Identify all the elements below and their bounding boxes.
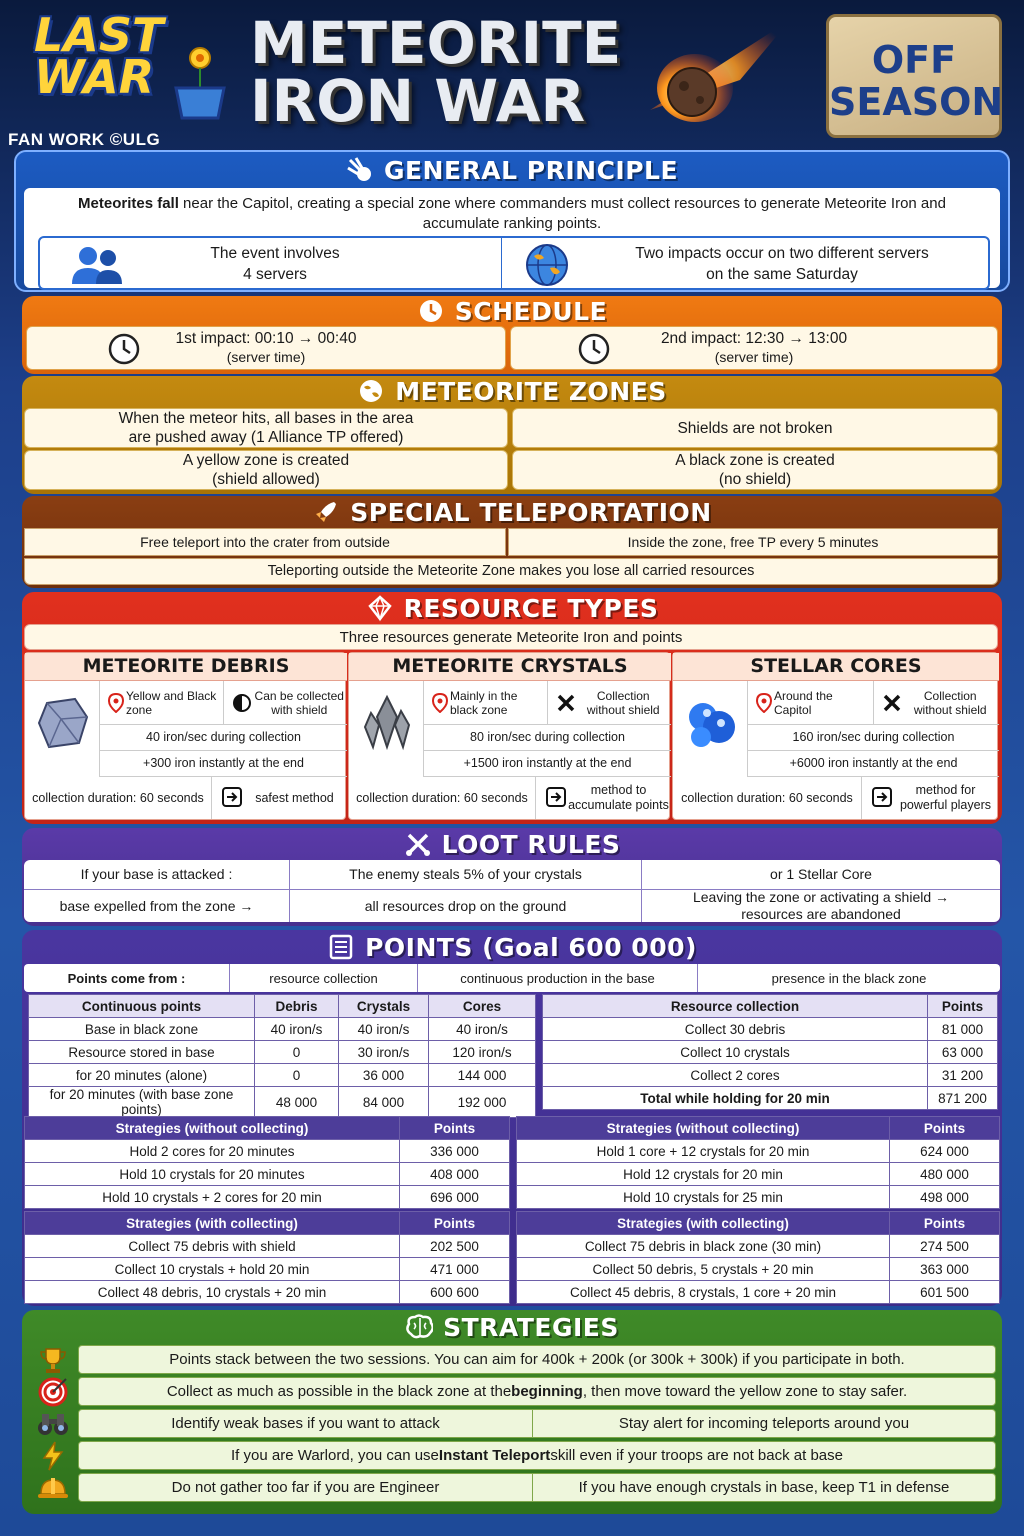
resource-shield-rule: Can be collected with shield (254, 689, 344, 717)
list-icon (327, 933, 355, 961)
binoculars-icon (28, 1408, 78, 1439)
table-cell: 601 500 (890, 1281, 1000, 1304)
table-header-row (29, 995, 536, 1018)
table-cell: Collect 50 debris, 5 crystals + 20 min (517, 1258, 890, 1281)
loot-resources-drop: all resources drop on the ground (290, 890, 642, 922)
table-row (25, 1258, 510, 1281)
points-come-from-label: Points come from : (24, 964, 230, 992)
table-header-row (517, 1212, 1000, 1235)
table-header-cell: Points (400, 1212, 510, 1235)
stellar-core-icon (679, 691, 743, 755)
strategy-stacking-text: Points stack between the two sessions. You can aim for 400k + 200k (or 300k + 300k) if you participate in both. (78, 1345, 996, 1374)
globe-icon (357, 377, 385, 405)
resource-name: STELLAR CORES (673, 653, 999, 681)
resource-rate: 40 iron/sec during collection (99, 725, 347, 751)
clock-icon (577, 332, 611, 366)
strategy-row-warlord (28, 1440, 996, 1471)
season-badge: OFF SEASON (826, 14, 1002, 138)
table-row (25, 1235, 510, 1258)
table-row (25, 1140, 510, 1163)
special-teleportation-section (22, 496, 1002, 588)
strategy-row-black-zone (28, 1376, 996, 1407)
table-cell: 202 500 (400, 1235, 510, 1258)
shield-icon (232, 693, 252, 713)
table-header-cell: Strategies (without collecting) (517, 1117, 890, 1140)
meteorite-zones-section (22, 376, 1002, 494)
title-line1: METEORITE (250, 9, 622, 77)
strategy-t1-defense: If you have enough crystals in base, keep T1 in defense (578, 1479, 950, 1496)
loot-leaving-zone: Leaving the zone or activating a shield → resources are abandoned (692, 889, 950, 922)
title-line2: IRON WAR (250, 67, 586, 135)
loot-rules-grid (24, 860, 1000, 922)
table-header-cell: Resource collection (543, 995, 928, 1018)
location-pin-icon (756, 693, 772, 713)
logo-line2: WAR (34, 50, 155, 104)
second-impact: 2nd impact: 12:30 → 13:00 (server time) (510, 326, 998, 370)
special-teleportation-title: SPECIAL TELEPORTATION (350, 497, 712, 527)
logo-line1: LAST (34, 8, 164, 62)
table-cell: for 20 minutes (with base zone points) (29, 1087, 255, 1118)
table-header-cell: Points (890, 1117, 1000, 1140)
strategies-section (22, 1310, 1002, 1514)
resource-instant: +6000 iron instantly at the end (747, 751, 999, 777)
points-source-production: continuous production in the base (418, 964, 698, 992)
resource-shield-rule: Collection without shield (913, 689, 987, 717)
first-impact: 1st impact: 00:10 → 00:40 (server time) (26, 326, 506, 370)
table-cell: 408 000 (400, 1163, 510, 1186)
no-shield-icon (882, 693, 902, 713)
table-cell: 0 (255, 1041, 339, 1064)
strategy-engineer: Do not gather too far if you are Engineer (79, 1474, 533, 1501)
resource-location: Around the Capitol (774, 689, 833, 717)
points-section (22, 930, 1002, 1306)
resource-column-3 (672, 652, 998, 820)
table-header-cell: Strategies (without collecting) (25, 1117, 400, 1140)
table-row (543, 1041, 998, 1064)
resource-rate: 80 iron/sec during collection (423, 725, 671, 751)
table-cell: 274 500 (890, 1235, 1000, 1258)
table-cell: 696 000 (400, 1186, 510, 1209)
resource-duration: collection duration: 60 seconds (673, 777, 862, 819)
resource-name: METEORITE CRYSTALS (349, 653, 671, 681)
table-cell: Collect 10 crystals (543, 1041, 928, 1064)
table-row (517, 1258, 1000, 1281)
resource-shield-rule: Collection without shield (586, 689, 660, 717)
table-cell: Hold 10 crystals for 20 minutes (25, 1163, 400, 1186)
points-source-black-zone: presence in the black zone (771, 970, 927, 986)
table-cell: Hold 10 crystals + 2 cores for 20 min (25, 1186, 400, 1209)
game-logo (20, 8, 220, 134)
lightning-icon (28, 1440, 78, 1471)
location-pin-icon (432, 693, 448, 713)
page-title (250, 9, 622, 135)
loot-rules-section (22, 828, 1002, 926)
table-cell: 40 iron/s (339, 1018, 429, 1041)
table-header-cell: Points (928, 995, 998, 1018)
table-cell: 48 000 (255, 1087, 339, 1118)
table-cell: 471 000 (400, 1258, 510, 1281)
meteorite-zones-title: METEORITE ZONES (395, 376, 667, 406)
strategy-row-stacking (28, 1344, 996, 1375)
table-cell: 40 iron/s (429, 1018, 536, 1041)
table-cell: Collect 10 crystals + hold 20 min (25, 1258, 400, 1281)
table-cell: Base in black zone (29, 1018, 255, 1041)
globe-icon (524, 242, 570, 288)
table-row (29, 1041, 536, 1064)
fan-work-credit: FAN WORK ©ULG (8, 130, 161, 149)
table-row (543, 1064, 998, 1087)
resource-instant: +1500 iron instantly at the end (423, 751, 671, 777)
teleport-inside-zone: Inside the zone, free TP every 5 minutes (508, 528, 998, 556)
table-header-row (25, 1117, 510, 1140)
crossed-swords-icon (404, 830, 432, 858)
strategies-without-collecting-left (24, 1116, 510, 1209)
loot-enemy-steals: The enemy steals 5% of your crystals (290, 860, 642, 890)
resource-method-note: method for powerful players (899, 783, 991, 812)
location-pin-icon (108, 693, 124, 713)
general-intro: Meteorites fall near the Capitol, creating a special zone where commanders must collect resources to generate Meteorite Iron and accumulate ranking points. (78, 195, 946, 232)
loot-stellar-core: or 1 Stellar Core (642, 860, 1000, 890)
table-row (543, 1018, 998, 1041)
table-header-row (543, 995, 998, 1018)
table-cell: Hold 12 crystals for 20 min (517, 1163, 890, 1186)
impacts-line2: on the same Saturday (706, 266, 858, 283)
arrow-box-icon (222, 787, 242, 807)
resource-method-note: method to accumulate points (568, 783, 669, 812)
table-header-cell: Continuous points (29, 995, 255, 1018)
resource-location: Mainly in the black zone (450, 689, 518, 717)
strategies-without-collecting-right (516, 1116, 1000, 1209)
resource-location: Yellow and Black zone (126, 689, 217, 717)
table-cell: Total while holding for 20 min (543, 1087, 928, 1110)
table-header-cell: Points (890, 1212, 1000, 1235)
table-cell: Collect 45 debris, 8 crystals, 1 core + 20 min (517, 1281, 890, 1304)
table-cell: 600 600 (400, 1281, 510, 1304)
teleport-into-crater: Free teleport into the crater from outside (24, 528, 506, 556)
crystal-icon (366, 594, 394, 622)
table-cell: 81 000 (928, 1018, 998, 1041)
table-cell: Collect 30 debris (543, 1018, 928, 1041)
teleport-outside-warning: Teleporting outside the Meteorite Zone makes you lose all carried resources (24, 558, 998, 585)
strategies-with-collecting-left (24, 1211, 510, 1304)
table-cell: Collect 75 debris in black zone (30 min) (517, 1235, 890, 1258)
target-icon (28, 1376, 78, 1407)
resource-instant: +300 iron instantly at the end (99, 751, 347, 777)
table-header-row (25, 1212, 510, 1235)
strategies-title: STRATEGIES (443, 1312, 619, 1342)
trophy-icon (28, 1344, 78, 1375)
first-impact-time: 1st impact: 00:10 → 00:40 (175, 330, 357, 347)
table-cell: Resource stored in base (29, 1041, 255, 1064)
table-row (29, 1064, 536, 1087)
table-row (25, 1281, 510, 1304)
resource-duration: collection duration: 60 seconds (25, 777, 212, 819)
continuous-points-table (28, 994, 536, 1118)
strategy-stay-alert: Stay alert for incoming teleports around you (618, 1415, 910, 1432)
table-cell: 871 200 (928, 1087, 998, 1110)
table-header-cell: Debris (255, 995, 339, 1018)
table-header-row (517, 1117, 1000, 1140)
general-principle-title: GENERAL PRINCIPLE (383, 155, 679, 185)
table-row (25, 1186, 510, 1209)
general-principle-section (14, 150, 1010, 292)
table-cell: Collect 2 cores (543, 1064, 928, 1087)
clock-icon (417, 297, 445, 325)
table-header-cell: Strategies (with collecting) (517, 1212, 890, 1235)
table-cell: 192 000 (429, 1087, 536, 1118)
brain-icon (405, 1313, 433, 1341)
debris-icon (31, 691, 95, 755)
arrow-box-icon (546, 787, 566, 807)
strategy-row-scouting (28, 1408, 996, 1439)
general-facts (38, 236, 990, 290)
resource-intro: Three resources generate Meteorite Iron and points (24, 624, 998, 650)
table-cell: Hold 1 core + 12 crystals for 20 min (517, 1140, 890, 1163)
loot-if-attacked: If your base is attacked : (24, 860, 290, 890)
resource-column-2 (348, 652, 670, 820)
no-shield-icon (556, 693, 576, 713)
second-impact-time: 2nd impact: 12:30 → 13:00 (660, 330, 848, 347)
strategies-with-collecting-right (516, 1211, 1000, 1304)
crystals-icon (355, 691, 419, 755)
table-cell: 31 200 (928, 1064, 998, 1087)
arrow-box-icon (872, 787, 892, 807)
table-cell: Collect 48 debris, 10 crystals + 20 min (25, 1281, 400, 1304)
points-source-collection: resource collection (230, 964, 418, 992)
clock-icon (107, 332, 141, 366)
flower-pot-icon (170, 44, 230, 124)
table-header-cell: Crystals (339, 995, 429, 1018)
users-icon (68, 244, 128, 286)
table-cell: 84 000 (339, 1087, 429, 1118)
loot-base-expelled: base expelled from the zone → (24, 890, 290, 922)
table-cell: Hold 10 crystals for 25 min (517, 1186, 890, 1209)
strategy-warlord-text: If you are Warlord, you can use Instant Teleport skill even if your troops are not back at base (78, 1441, 996, 1470)
table-header-cell: Cores (429, 995, 536, 1018)
table-cell: 36 000 (339, 1064, 429, 1087)
table-header-cell: Points (400, 1117, 510, 1140)
table-cell: 30 iron/s (339, 1041, 429, 1064)
table-cell: 144 000 (429, 1064, 536, 1087)
table-cell: Collect 75 debris with shield (25, 1235, 400, 1258)
table-cell: 40 iron/s (255, 1018, 339, 1041)
strategy-weak-bases: Identify weak bases if you want to attack (79, 1410, 533, 1437)
resource-method-note: safest method (255, 790, 334, 805)
hard-hat-icon (28, 1472, 78, 1503)
resource-name: METEORITE DEBRIS (25, 653, 347, 681)
resource-collection-table (542, 994, 998, 1110)
schedule-section (22, 296, 1002, 374)
resource-types-title: RESOURCE TYPES (403, 593, 659, 623)
table-cell: 624 000 (890, 1140, 1000, 1163)
loot-rules-title: LOOT RULES (441, 829, 621, 859)
table-row (517, 1281, 1000, 1304)
table-cell: 0 (255, 1064, 339, 1087)
black-zone: A black zone is created (no shield) (512, 450, 998, 490)
table-row (29, 1018, 536, 1041)
resource-types-section (22, 592, 1002, 824)
table-cell: for 20 minutes (alone) (29, 1064, 255, 1087)
general-principle-card (24, 188, 1000, 288)
zone-push: When the meteor hits, all bases in the area are pushed away (1 Alliance TP offered) (24, 408, 508, 448)
table-row (29, 1087, 536, 1118)
table-cell: 498 000 (890, 1186, 1000, 1209)
yellow-zone: A yellow zone is created (shield allowed) (24, 450, 508, 490)
table-row (517, 1235, 1000, 1258)
meteor-icon (640, 20, 790, 130)
strategy-black-zone-text: Collect as much as possible in the black zone at the beginning , then move toward the yellow zone to stay safer. (78, 1377, 996, 1406)
table-cell: 363 000 (890, 1258, 1000, 1281)
schedule-title: SCHEDULE (454, 296, 608, 326)
table-cell: 120 iron/s (429, 1041, 536, 1064)
impacts-line1: Two impacts occur on two different servers (635, 245, 929, 262)
table-row (517, 1186, 1000, 1209)
table-cell: 480 000 (890, 1163, 1000, 1186)
table-header-cell: Strategies (with collecting) (25, 1212, 400, 1235)
resource-duration: collection duration: 60 seconds (349, 777, 536, 819)
comet-icon (346, 156, 374, 184)
table-cell: Hold 2 cores for 20 minutes (25, 1140, 400, 1163)
points-title: POINTS (Goal 600 000) (365, 932, 697, 962)
table-row (517, 1163, 1000, 1186)
table-row (543, 1087, 998, 1110)
table-row (25, 1163, 510, 1186)
resource-column-1 (24, 652, 346, 820)
servers-line2: 4 servers (243, 266, 307, 283)
table-cell: 63 000 (928, 1041, 998, 1064)
page-header (0, 0, 1024, 150)
table-cell: 336 000 (400, 1140, 510, 1163)
points-sources (24, 964, 1000, 992)
table-row (517, 1140, 1000, 1163)
rocket-icon (312, 498, 340, 526)
zone-shields: Shields are not broken (512, 408, 998, 448)
strategy-row-engineer (28, 1472, 996, 1503)
resource-rate: 160 iron/sec during collection (747, 725, 999, 751)
servers-line1: The event involves (210, 245, 340, 262)
